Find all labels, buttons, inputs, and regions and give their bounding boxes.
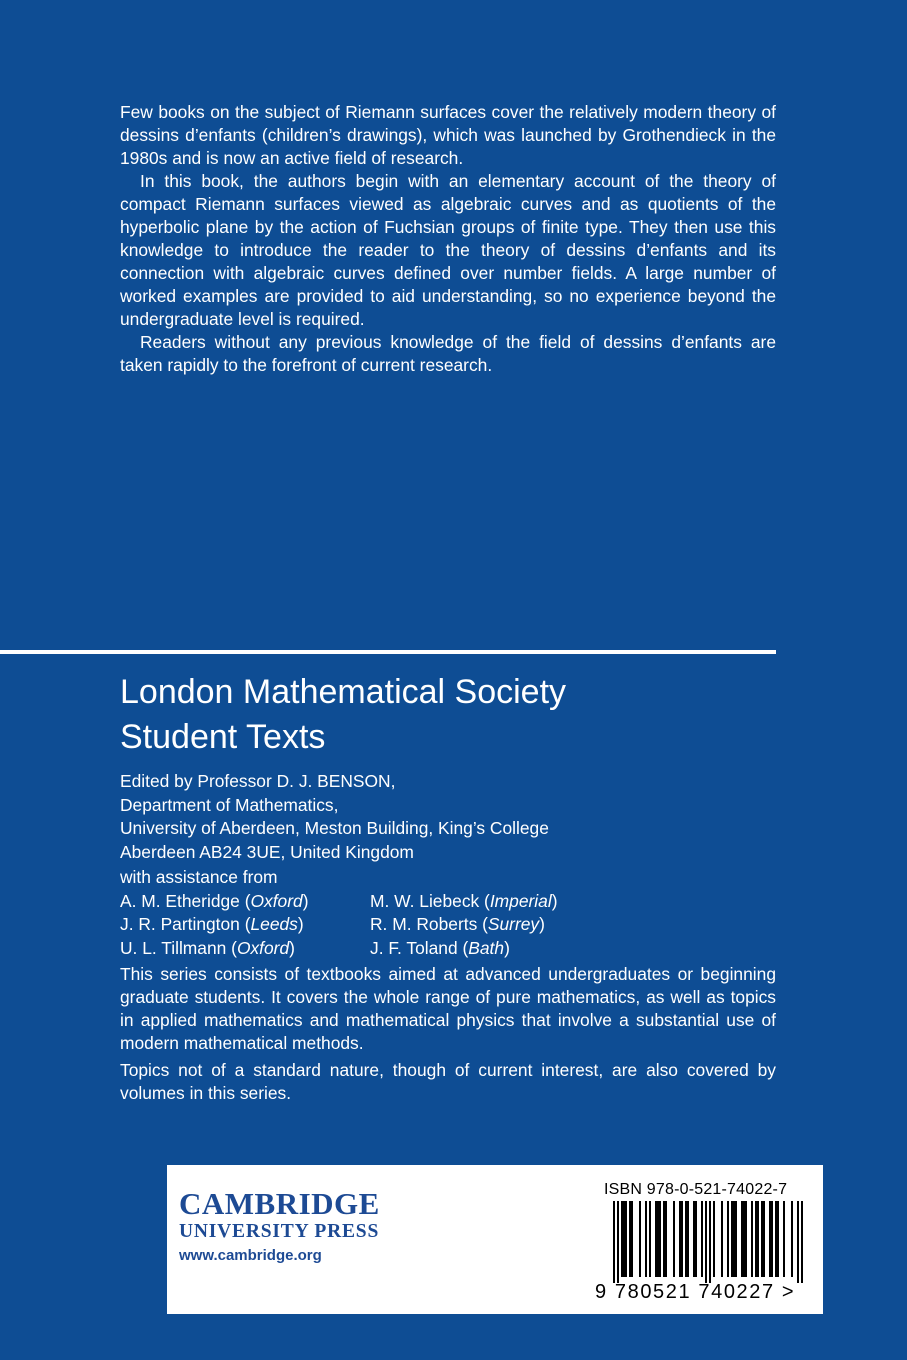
barcode-bar bbox=[705, 1201, 707, 1283]
barcode-bar bbox=[783, 1201, 785, 1277]
publisher-barcode-panel bbox=[167, 1165, 823, 1314]
barcode-bar bbox=[713, 1201, 715, 1277]
barcode-bar bbox=[731, 1201, 733, 1277]
barcode-bar bbox=[695, 1201, 697, 1277]
barcode-bar bbox=[629, 1201, 631, 1277]
assistant-entry: U. L. Tillmann (Oxford) bbox=[120, 937, 295, 958]
barcode-bar bbox=[777, 1201, 779, 1277]
barcode-bar bbox=[687, 1201, 689, 1277]
barcode-icon bbox=[595, 1201, 817, 1283]
assistant-affiliation: Oxford bbox=[250, 890, 303, 911]
barcode-bar bbox=[681, 1201, 683, 1277]
barcode-bar bbox=[801, 1201, 803, 1283]
blurb-paragraph-1: Few books on the subject of Riemann surfaces cover the relatively modern theory of dessins d’enfants (children’s drawings), which was launched by Grothendieck in the 1980s and is now an active field of research. bbox=[120, 102, 776, 168]
barcode-bar bbox=[645, 1201, 647, 1277]
assistants-block bbox=[120, 866, 630, 960]
blurb-paragraph-2: In this book, the authors begin with an elementary account of the theory of compact Riemann surfaces viewed as algebraic curves and as quotients of the hyperbolic plane by the action of Fuchsian groups of finite type. They then use this knowledge to introduce the reader to the theory of dessins d’enfants and its connection with algebraic curves defined over number fields. A large number of worked examples are provided to aid understanding, so no experience beyond the undergraduate level is required. bbox=[120, 171, 776, 329]
assistant-affiliation: Surrey bbox=[487, 914, 540, 934]
assistant-name: M. W. Liebeck bbox=[370, 890, 480, 911]
barcode-bar bbox=[621, 1201, 623, 1277]
barcode-bar bbox=[757, 1201, 759, 1277]
barcode-bar bbox=[751, 1201, 753, 1277]
publisher-name-line-1: CAMBRIDGE bbox=[179, 1186, 380, 1221]
series-description-paragraph-2: Topics not of a standard nature, though of current interest, are also covered by volumes in this series. bbox=[120, 1060, 776, 1103]
assistant-name: J. R. Partington bbox=[120, 914, 240, 934]
assistant-affiliation: Imperial bbox=[489, 890, 552, 911]
barcode-bar bbox=[721, 1201, 723, 1277]
barcode-bar bbox=[745, 1201, 747, 1277]
cover-blurb bbox=[120, 101, 776, 377]
barcode-bar bbox=[763, 1201, 765, 1277]
series-title-line-1: London Mathematical Society bbox=[120, 673, 567, 711]
barcode-bar bbox=[727, 1201, 729, 1277]
assistant-entry: A. M. Etheridge (Oxford) bbox=[120, 890, 309, 911]
assistant-affiliation: Oxford bbox=[236, 937, 290, 958]
barcode-bar bbox=[639, 1201, 641, 1277]
series-title bbox=[120, 670, 566, 760]
assistant-name: U. L. Tillmann bbox=[120, 937, 227, 958]
series-description-paragraph-1: This series consists of textbooks aimed at advanced undergraduates or beginning graduate students. It covers the whole range of pure mathematics, as well as topics in applied mathematics and mathematical physics that involve a substantial use of modern mathematical methods. bbox=[120, 964, 776, 1053]
barcode-bar bbox=[769, 1201, 771, 1277]
editor-line: Department of Mathematics, bbox=[120, 794, 339, 815]
barcode-bar bbox=[685, 1201, 687, 1277]
divider-rule bbox=[0, 650, 776, 654]
series-title-line-2: Student Texts bbox=[120, 718, 326, 756]
barcode-bar bbox=[791, 1201, 793, 1277]
barcode-bar bbox=[659, 1201, 661, 1277]
assistant-affiliation: Bath bbox=[468, 937, 505, 958]
barcode-bar bbox=[733, 1201, 735, 1277]
barcode-bar bbox=[797, 1201, 799, 1283]
barcode-bar bbox=[701, 1201, 703, 1277]
assistant-name: J. F. Toland bbox=[370, 937, 458, 958]
barcode-digits: 9 780521 740227 > bbox=[595, 1281, 796, 1303]
assistance-label: with assistance from bbox=[120, 867, 278, 887]
editor-line: University of Aberdeen, Meston Building, King’s College bbox=[120, 818, 549, 838]
barcode-bar bbox=[709, 1201, 711, 1283]
series-editor-block bbox=[120, 770, 549, 864]
assistant-entry: R. M. Roberts (Surrey) bbox=[370, 914, 545, 934]
assistant-entry: J. F. Toland (Bath) bbox=[370, 937, 510, 958]
barcode-bar bbox=[741, 1201, 743, 1277]
publisher-url: www.cambridge.org bbox=[179, 1247, 322, 1264]
assistants-grid bbox=[120, 890, 630, 961]
barcode-bar bbox=[613, 1201, 615, 1283]
barcode-bar bbox=[657, 1201, 659, 1277]
assistant-entry: J. R. Partington (Leeds) bbox=[120, 914, 304, 934]
barcode-bar bbox=[655, 1201, 657, 1277]
barcode-bar bbox=[617, 1201, 619, 1283]
barcode-bar bbox=[735, 1201, 737, 1277]
barcode-bar bbox=[663, 1201, 665, 1277]
barcode-bar bbox=[631, 1201, 633, 1277]
barcode-bar bbox=[625, 1201, 627, 1277]
assistant-entry: M. W. Liebeck (Imperial) bbox=[370, 890, 558, 911]
barcode-bar bbox=[649, 1201, 651, 1277]
barcode-bar bbox=[743, 1201, 745, 1277]
assistant-name: R. M. Roberts bbox=[370, 914, 478, 934]
publisher-name-line-2: UNIVERSITY PRESS bbox=[179, 1221, 380, 1242]
barcode-bar bbox=[775, 1201, 777, 1277]
series-description bbox=[120, 963, 776, 1109]
barcode-bar bbox=[755, 1201, 757, 1277]
blurb-paragraph-3: Readers without any previous knowledge of the field of dessins d’enfants are taken rapidly to the forefront of current research. bbox=[120, 332, 776, 375]
editor-line: Edited by Professor D. J. BENSON, bbox=[120, 771, 396, 791]
barcode-bar bbox=[771, 1201, 773, 1277]
barcode-bar bbox=[679, 1201, 681, 1277]
barcode-bar bbox=[693, 1201, 695, 1277]
isbn-label: ISBN 978-0-521-74022-7 bbox=[604, 1181, 788, 1198]
barcode-bar bbox=[673, 1201, 675, 1277]
barcode-bar bbox=[665, 1201, 667, 1277]
barcode-bar bbox=[761, 1201, 763, 1277]
barcode-bar bbox=[623, 1201, 625, 1277]
assistant-name: A. M. Etheridge bbox=[120, 890, 240, 911]
assistant-affiliation: Leeds bbox=[250, 914, 298, 934]
cambridge-logo bbox=[179, 1187, 380, 1243]
editor-line: Aberdeen AB24 3UE, United Kingdom bbox=[120, 841, 414, 862]
